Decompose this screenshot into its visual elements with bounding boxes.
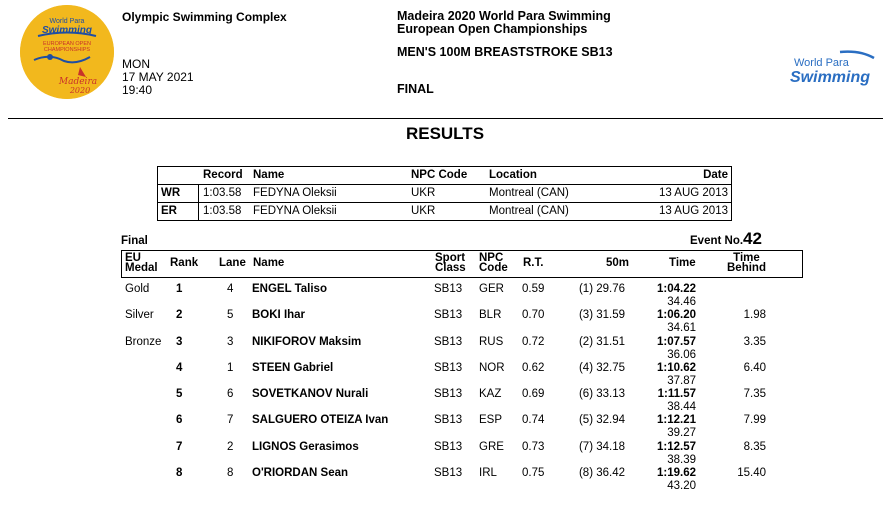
rank: 7 bbox=[176, 440, 183, 453]
time: 19:40 bbox=[122, 83, 153, 97]
split-50m: (7) 34.18 bbox=[578, 440, 625, 453]
record-npc: UKR bbox=[411, 205, 436, 217]
lane: 3 bbox=[227, 335, 234, 348]
results-label: Final bbox=[121, 235, 148, 247]
split-second-50: 38.44 bbox=[667, 401, 696, 414]
split-second-50: 36.06 bbox=[667, 348, 696, 361]
athlete-name: BOKI Ihar bbox=[252, 309, 306, 322]
final-time: 1:19.62 bbox=[656, 467, 696, 480]
rank: 2 bbox=[176, 309, 183, 322]
lane: 2 bbox=[227, 440, 234, 453]
split-50m: (6) 33.13 bbox=[578, 388, 625, 401]
split-50m: (1) 29.76 bbox=[578, 283, 625, 295]
record-type: ER bbox=[161, 205, 177, 217]
world-para-swimming-logo bbox=[770, 50, 880, 90]
records-header-name: Name bbox=[253, 169, 285, 181]
lane: 1 bbox=[227, 361, 234, 374]
athlete-name: SOVETKANOV Nurali bbox=[252, 388, 369, 401]
page-title: RESULTS bbox=[405, 124, 485, 143]
sport-class: SB13 bbox=[434, 414, 463, 427]
npc-code: BLR bbox=[479, 309, 502, 322]
header-rank: Rank bbox=[170, 257, 199, 269]
npc-code: IRL bbox=[479, 467, 497, 480]
split-second-50: 34.61 bbox=[667, 322, 696, 335]
wps-line2: Swimming bbox=[790, 69, 871, 86]
event-number bbox=[690, 229, 762, 249]
event-name: MEN'S 100M BREASTSTROKE SB13 bbox=[397, 45, 613, 59]
reaction-time: 0.72 bbox=[522, 335, 545, 348]
records-header-date: Date bbox=[703, 169, 728, 181]
logo-text-6: 2020 bbox=[69, 86, 91, 95]
rank: 4 bbox=[176, 361, 183, 374]
record-row-er bbox=[158, 203, 731, 220]
final-time: 1:12.57 bbox=[656, 440, 696, 453]
record-name: FEDYNA Oleksii bbox=[253, 205, 337, 217]
record-time: 1:03.58 bbox=[203, 187, 242, 199]
rank: 8 bbox=[176, 467, 183, 480]
split-second-50: 37.87 bbox=[667, 374, 696, 387]
split-50m: (2) 31.51 bbox=[578, 335, 625, 348]
record-row-wr bbox=[158, 185, 731, 203]
sport-class: SB13 bbox=[434, 440, 463, 453]
npc-code: RUS bbox=[479, 335, 504, 348]
result-row bbox=[121, 467, 801, 493]
event-number-label: Event No. bbox=[690, 235, 744, 247]
time-behind: 1.98 bbox=[743, 309, 766, 322]
npc-code: ESP bbox=[479, 414, 503, 427]
event-phase: FINAL bbox=[397, 82, 434, 96]
npc-code: KAZ bbox=[479, 388, 502, 401]
medal: Silver bbox=[125, 309, 154, 322]
reaction-time: 0.73 bbox=[522, 440, 545, 453]
result-row bbox=[121, 283, 801, 309]
record-location: Montreal (CAN) bbox=[489, 187, 569, 199]
header-50m: 50m bbox=[606, 257, 630, 269]
time-behind: 3.35 bbox=[743, 335, 766, 348]
time-behind: 15.40 bbox=[737, 467, 766, 480]
record-time: 1:03.58 bbox=[203, 205, 242, 217]
split-second-50: 38.39 bbox=[667, 453, 696, 466]
result-row bbox=[121, 441, 801, 467]
records-header-npc: NPC Code bbox=[411, 169, 468, 181]
logo-text-1: World Para bbox=[49, 18, 85, 25]
split-50m: (4) 32.75 bbox=[578, 361, 625, 374]
record-npc: UKR bbox=[411, 187, 436, 199]
competition-title-line2: European Open Championships bbox=[397, 22, 588, 36]
lane: 5 bbox=[227, 309, 234, 322]
logo-text-3: EUROPEAN OPEN bbox=[43, 41, 91, 47]
results-rows bbox=[121, 283, 801, 493]
time-behind: 6.40 bbox=[743, 361, 766, 374]
header-npc-code: NPC Code bbox=[479, 252, 508, 274]
reaction-time: 0.59 bbox=[522, 283, 545, 295]
athlete-name: O'RIORDAN Sean bbox=[252, 467, 349, 480]
venue-name: Olympic Swimming Complex bbox=[122, 10, 287, 24]
rank: 3 bbox=[176, 335, 183, 348]
lane: 8 bbox=[227, 467, 234, 480]
logo-text-2: Swimming bbox=[41, 25, 93, 36]
header-divider bbox=[8, 118, 883, 119]
championship-logo bbox=[20, 5, 114, 99]
competition-title-line1: Madeira 2020 World Para Swimming bbox=[397, 9, 611, 23]
records-header-location: Location bbox=[489, 169, 537, 181]
event-number-value: 42 bbox=[743, 229, 762, 248]
records-header-row bbox=[158, 167, 731, 185]
time-behind: 7.99 bbox=[743, 414, 766, 427]
rank: 1 bbox=[176, 283, 183, 295]
lane: 7 bbox=[227, 414, 234, 427]
athlete-name: SALGUERO OTEIZA Ivan bbox=[252, 414, 389, 427]
logo-text-5: Madeira bbox=[58, 77, 98, 87]
record-date: 13 AUG 2013 bbox=[658, 205, 728, 217]
records-table bbox=[157, 166, 732, 221]
final-time: 1:12.21 bbox=[656, 414, 696, 427]
date: 17 MAY 2021 bbox=[122, 70, 194, 84]
sport-class: SB13 bbox=[434, 467, 463, 480]
lane: 6 bbox=[227, 388, 234, 401]
record-type: WR bbox=[161, 187, 181, 199]
result-row bbox=[121, 388, 801, 414]
record-location: Montreal (CAN) bbox=[489, 205, 569, 217]
reaction-time: 0.62 bbox=[522, 361, 545, 374]
medal: Gold bbox=[125, 283, 150, 295]
final-time: 1:07.57 bbox=[656, 335, 696, 348]
athlete-name: STEEN Gabriel bbox=[252, 361, 334, 374]
header-sport-class: Sport Class bbox=[435, 252, 466, 274]
sport-class: SB13 bbox=[434, 388, 463, 401]
sport-class: SB13 bbox=[434, 309, 463, 322]
record-name: FEDYNA Oleksii bbox=[253, 187, 337, 199]
time-behind: 7.35 bbox=[743, 388, 766, 401]
header-rt: R.T. bbox=[523, 257, 544, 269]
npc-code: NOR bbox=[479, 361, 505, 374]
reaction-time: 0.69 bbox=[522, 388, 545, 401]
header-time: Time bbox=[669, 257, 696, 269]
lane: 4 bbox=[227, 283, 234, 295]
result-row bbox=[121, 336, 801, 362]
result-row bbox=[121, 414, 801, 440]
date-block bbox=[122, 58, 194, 97]
sport-class: SB13 bbox=[434, 335, 463, 348]
rank: 5 bbox=[176, 388, 183, 401]
records-header-record: Record bbox=[203, 169, 243, 181]
record-date: 13 AUG 2013 bbox=[658, 187, 728, 199]
split-50m: (5) 32.94 bbox=[578, 414, 625, 427]
time-behind: 8.35 bbox=[743, 440, 766, 453]
athlete-name: NIKIFOROV Maksim bbox=[252, 335, 362, 348]
final-time: 1:11.57 bbox=[657, 388, 696, 401]
result-row bbox=[121, 362, 801, 388]
split-second-50: 43.20 bbox=[667, 480, 696, 493]
competition-title bbox=[397, 10, 697, 36]
npc-code: GER bbox=[479, 283, 504, 295]
header-lane: Lane bbox=[219, 257, 246, 269]
reaction-time: 0.75 bbox=[522, 467, 545, 480]
reaction-time: 0.74 bbox=[522, 414, 545, 427]
reaction-time: 0.70 bbox=[522, 309, 545, 322]
logo-text-4: CHAMPIONSHIPS bbox=[43, 47, 91, 53]
athlete-name: LIGNOS Gerasimos bbox=[252, 440, 359, 453]
npc-code: GRE bbox=[479, 440, 504, 453]
wps-line1: World Para bbox=[794, 57, 849, 69]
results-header bbox=[121, 250, 803, 278]
header-time-behind: Time Behind bbox=[727, 252, 766, 274]
sport-class: SB13 bbox=[434, 283, 463, 295]
athlete-name: ENGEL Taliso bbox=[252, 283, 327, 295]
medal: Bronze bbox=[125, 335, 162, 348]
final-time: 1:04.22 bbox=[656, 283, 696, 295]
day: MON bbox=[122, 57, 150, 71]
final-time: 1:10.62 bbox=[656, 361, 696, 374]
split-50m: (3) 31.59 bbox=[578, 309, 625, 322]
split-second-50: 34.46 bbox=[667, 296, 696, 308]
split-50m: (8) 36.42 bbox=[578, 467, 625, 480]
final-time: 1:06.20 bbox=[656, 309, 696, 322]
split-second-50: 39.27 bbox=[667, 427, 696, 440]
rank: 6 bbox=[176, 414, 183, 427]
header-medal: EU Medal bbox=[125, 252, 158, 274]
sport-class: SB13 bbox=[434, 361, 463, 374]
header-name: Name bbox=[253, 257, 285, 269]
result-row bbox=[121, 309, 801, 335]
